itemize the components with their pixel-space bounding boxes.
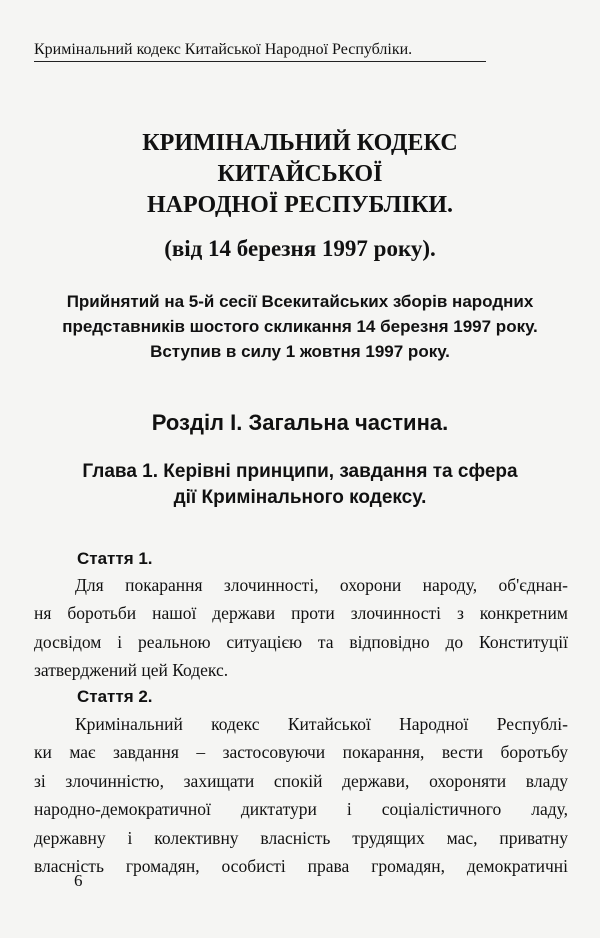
title-line: НАРОДНОЇ РЕСПУБЛІКИ.	[146, 192, 454, 218]
article-2-line: народно-демократичної диктатури і соціалістичного ладу,	[34, 799, 568, 820]
article-1-line: досвідом і реальною ситуацією та відповідно до Конституції	[34, 631, 568, 652]
article-1-line: Для покарання злочинності, охорони народу, об'єднан-	[75, 575, 568, 595]
adoption-line: Вступив в силу 1 жовтня 1997 року.	[150, 342, 450, 361]
article-1-line: затверджений цей Кодекс.	[34, 660, 229, 681]
page-number: 6	[74, 871, 83, 890]
article-2-line: зі злочинністю, захищати спокій держави, охороняти владу	[34, 770, 568, 791]
title-line: КИТАЙСЬКОЇ	[217, 161, 383, 187]
article-2-line: ки має завдання – застосовуючи покарання, вести боротьбу	[34, 742, 568, 763]
chapter-heading-line: дії Кримінального кодексу.	[173, 487, 427, 508]
chapter-heading	[0, 459, 600, 511]
article-1-line: ня боротьби нашої держави проти злочинності з конкретним	[34, 603, 568, 624]
adoption-note	[0, 289, 600, 364]
adoption-line: представників шостого скликання 14 березня 1997 року.	[62, 317, 538, 336]
article-1-body	[34, 571, 568, 685]
article-2-line: власність громадян, особисті права громадян, демократичні	[34, 856, 568, 877]
article-2-body	[34, 710, 568, 880]
article-2-title: Стаття 2.	[77, 687, 153, 706]
article-1-title: Стаття 1.	[77, 549, 153, 568]
running-header: Кримінальний кодекс Китайської Народної Республіки.	[34, 40, 486, 62]
title-line: КРИМІНАЛЬНИЙ КОДЕКС	[142, 130, 458, 156]
section-heading: Розділ І. Загальна частина.	[151, 410, 449, 435]
adoption-line: Прийнятий на 5-й сесії Всекитайських зборів народних	[66, 292, 534, 311]
article-2-line: державну і колективну власність трудящих мас, приватну	[34, 827, 568, 848]
article-2-line: Кримінальний кодекс Китайської Народної Республі-	[75, 714, 568, 734]
title-date: (від 14 березня 1997 року).	[164, 236, 436, 261]
chapter-heading-line: Глава 1. Керівні принципи, завдання та сфера	[82, 461, 518, 482]
document-title	[0, 128, 600, 221]
